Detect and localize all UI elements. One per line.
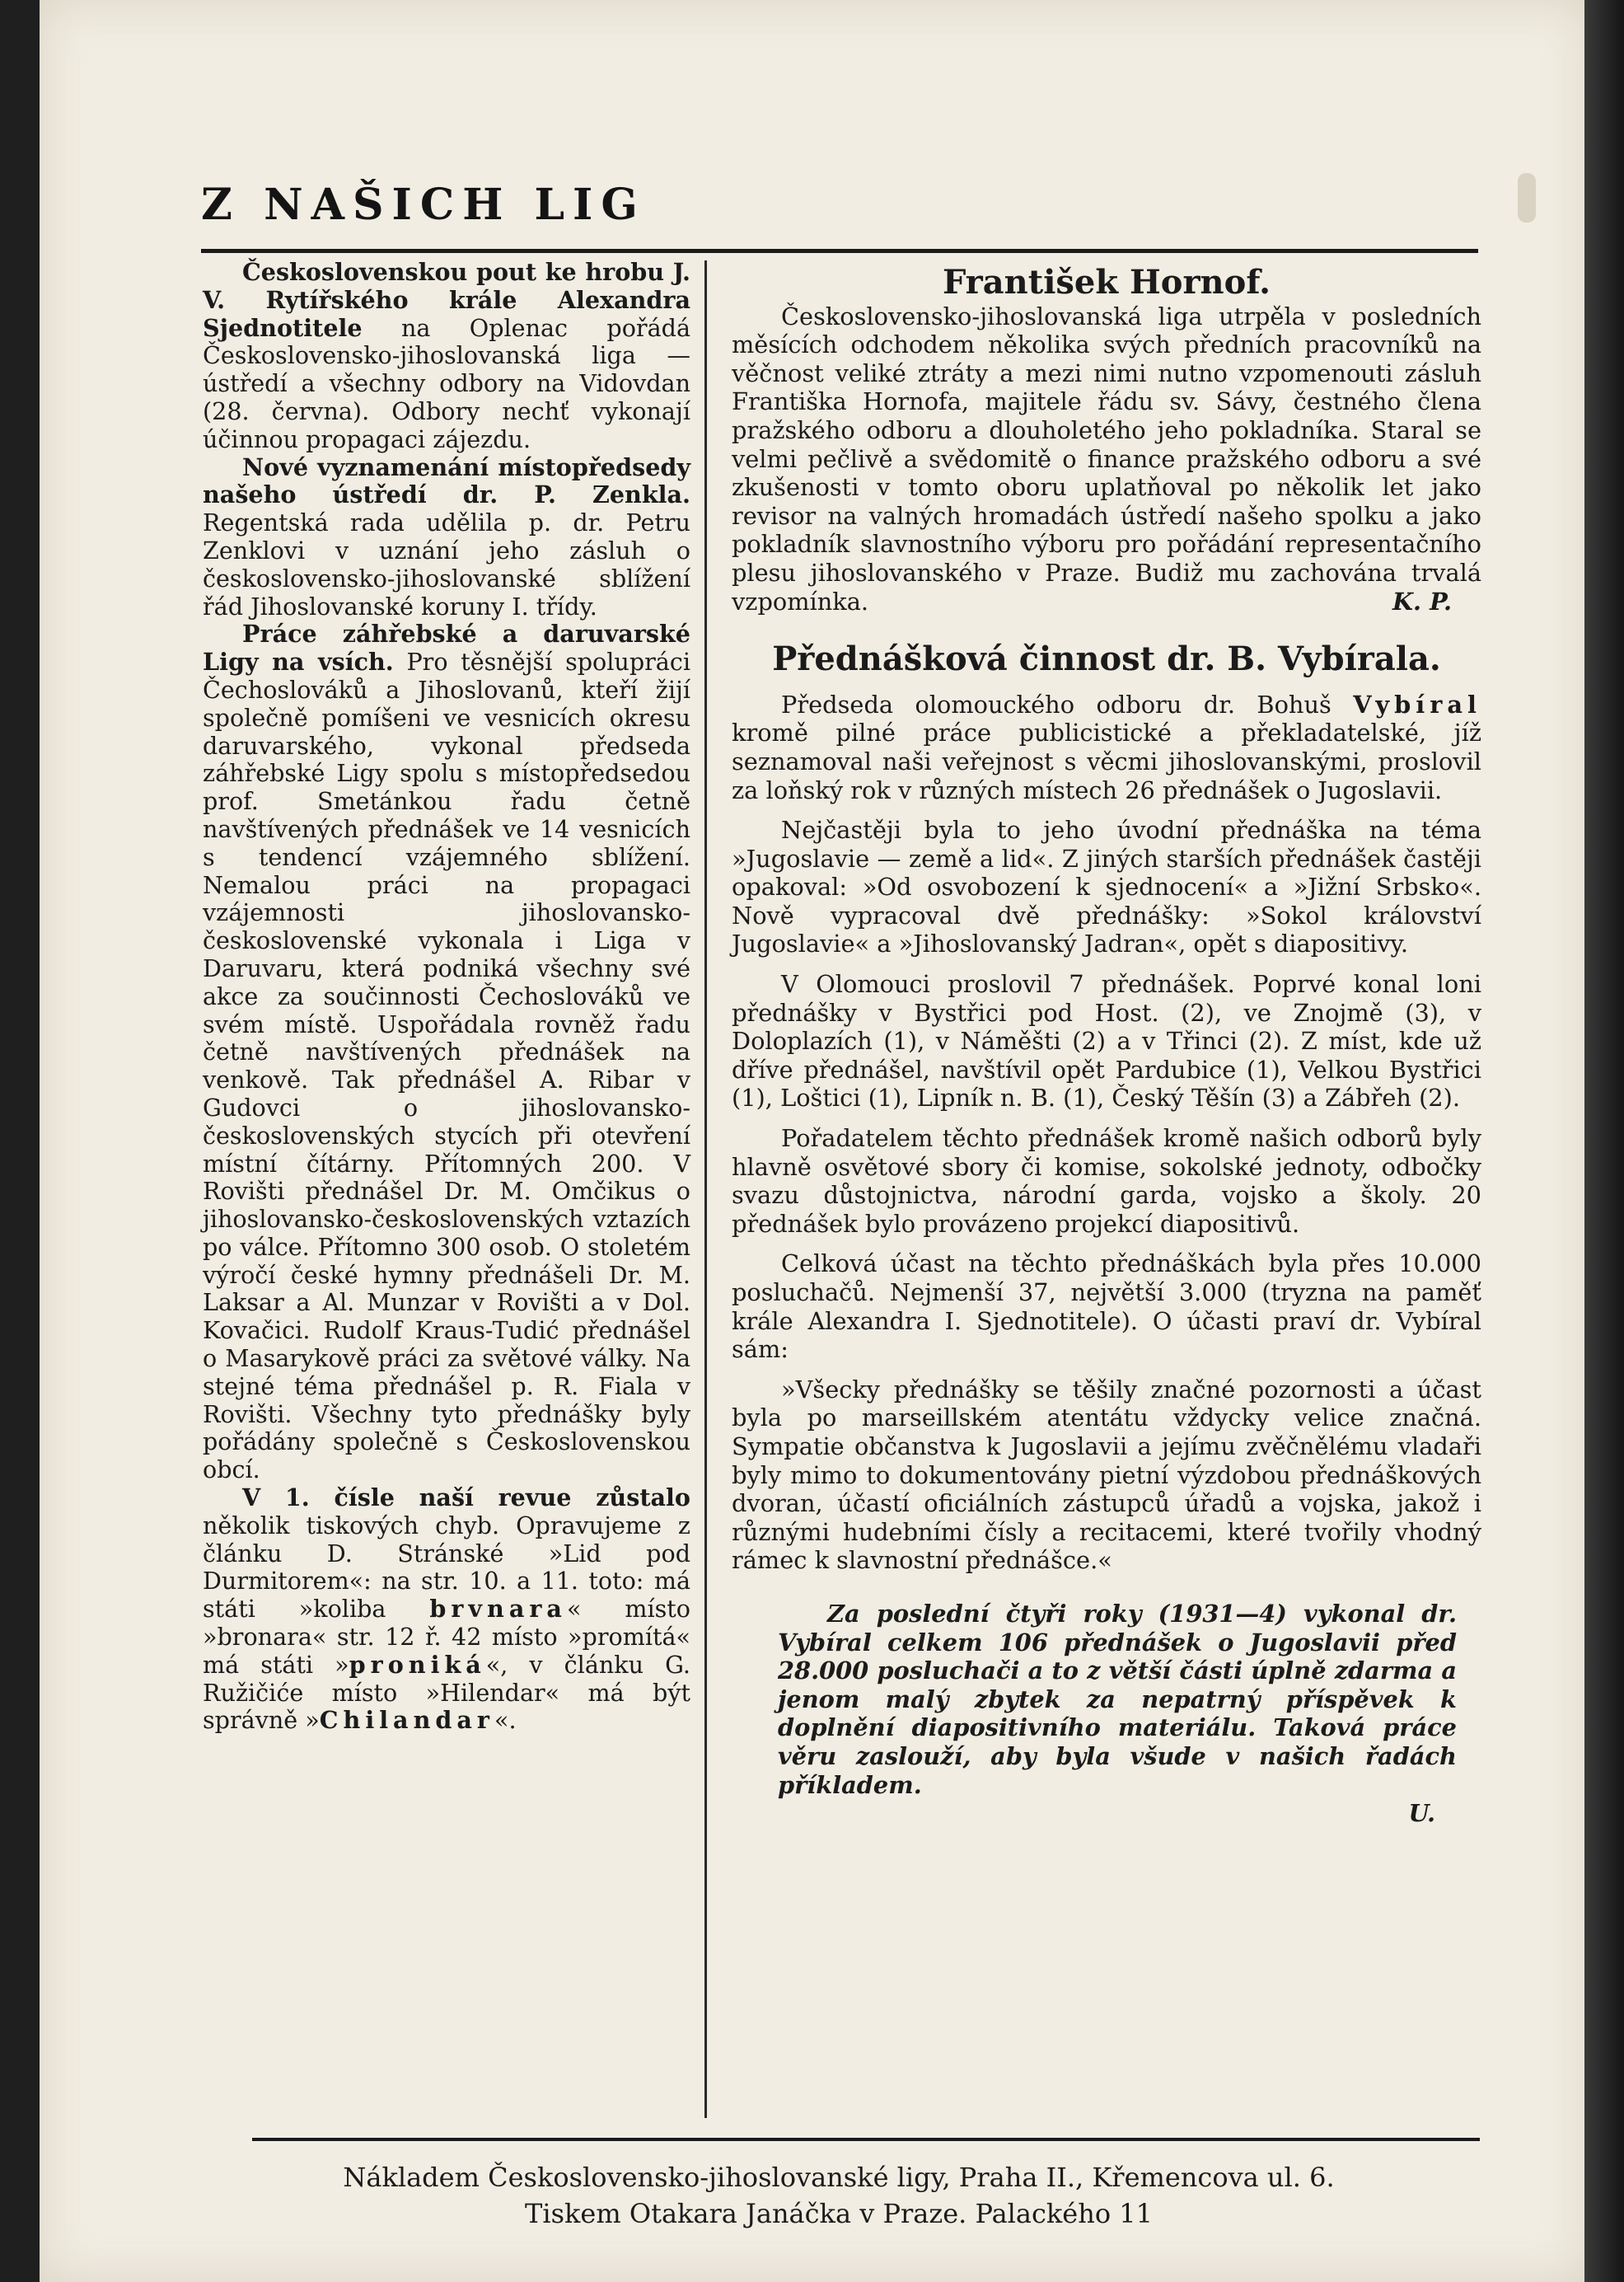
article-closing [732, 1600, 1481, 1828]
spaced-word: Chilandar [319, 1706, 494, 1735]
article-heading-hornof: František Hornof. [942, 263, 1271, 302]
spaced-name: Vybíral [1353, 690, 1481, 719]
spaced-word: brvnara [429, 1595, 567, 1624]
article-paragraph: V Olomouci proslovil 7 přednášek. Poprvé konal loni přednášky v Bystřici pod Host. (2), ve Znojmě (3), v Doloplazích (1), v Náměšti (2) a v Třinci (2). Z míst, kde už dříve přednášel, navštívil opět Pardubice (1), Velkou Bystřici (1), Loštici (1), Lipník n. B. (1), Český Těšín (3) a Zábřeh (2). [732, 970, 1481, 1113]
news-item-award [203, 454, 690, 621]
title-rule [201, 249, 1478, 253]
news-item-lead: Práce záhřebské a daruvarské Ligy na vsích. [203, 620, 690, 677]
imprint [204, 2159, 1473, 2232]
news-item-text: Regentská rada udělila p. dr. Petru Zenklovi v uznání jeho zásluh o československo-jihoslovanské sblížení řád Jihoslovanské koruny I. třídy. [203, 508, 690, 621]
article-hornof-text [732, 302, 1481, 616]
author-signature: U. [1408, 1799, 1435, 1828]
news-item-text: « místo »bronara« str. 12 ř. 42 místo »promítá« má státi » [203, 1595, 690, 1679]
page-title: Z NAŠICH LIG [201, 180, 646, 230]
imprint-publisher: Nákladem Československo-jihoslovanské ligy, Praha II., Křemencova ul. 6. [343, 2162, 1335, 2193]
news-item-pilgrimage [203, 259, 690, 454]
spaced-word: proniká [349, 1650, 486, 1679]
article-paragraph [732, 691, 1481, 804]
paper-stain [1518, 173, 1536, 223]
news-item-text: «, v článku G. Ružičiće místo »Hilendar« má být správně » [203, 1650, 691, 1735]
article-text: kromě pilné práce publicistické a překladatelské, jíž seznamoval naši veřejnost s věcmi jihoslovanskými, proslovil za loňský rok v různých místech 26 přednášek o Jugoslavii. [732, 719, 1481, 804]
footer-rule [252, 2138, 1480, 2141]
article-quote: »Všecky přednášky se těšily značné pozornosti a účast byla po marseillském atentátu vždycky velice značná. Sympatie občanstva k Jugoslavii a jejímu zvěčnělému vladaři byly mimo to dokumentovány pietní výzdobou přednáškových dvoran, účastí oficiálních zástupců úřadů a vojska, jakož i různými hudebními čísly a recitacemi, které tvořily vhodný rámec k slavnostní přednášce.« [732, 1375, 1481, 1575]
article-text: Československo-jihoslovanská liga utrpěla v posledních měsících odchodem několika svých předních pracovníků na věčnost veliké ztráty a mezi nimi nutno vzpomenouti zásluh Františka Hornofa, majitele řádu sv. Sávy, čestného člena pražského odboru a dlouholetého jeho pokladníka. Staral se velmi pečlivě a svědomitě o finance pražského odboru a své zkušenosti v tomto oboru uplatňoval po několik let jako revisor na valných hromadách ústředí našeho spolku a jako pokladník slavnostního výboru pro pořádání representačního plesu jihoslovanského v Praze. Budiž mu zachována trvalá vzpomínka. [732, 302, 1481, 616]
author-signature: K. P. [1392, 587, 1452, 616]
news-item-lead: Československou pout ke hrobu J. V. Rytířského krále Alexandra Sjednotitele [203, 258, 690, 342]
article-paragraph: Nejčastěji byla to jeho úvodní přednáška na téma »Jugoslavie — země a lid«. Z jiných starších přednášek častěji opakoval: »Od osvobození k sjednocení« a »Jižní Srbsko«. Nově vypracoval dvě přednášky: »Sokol království Jugoslavie« a »Jihoslovanský Jadran«, opět s diapositivy. [732, 816, 1481, 958]
news-item-errata [203, 1484, 690, 1735]
news-item-village-work [203, 621, 690, 1484]
imprint-printer: Tiskem Otakara Janáčka v Praze. Palackého 11 [525, 2198, 1153, 2229]
news-item-text: Pro těsnější spolupráci Čechoslováků a Jihoslovanů, kteří žijí společně pomíšeni ve vesnicích okresu daruvarského, vykonal předseda záhřebské Ligy spolu s místopředsedou prof. Smetánkou řadu četně navštívených přednášek ve 14 vesnicích s tendencí vzájemného sblížení. Nemalou práci na propagaci vzájemnosti jihoslovansko-československé vykonala i Liga v Daruvaru, která podniká všechny své akce za součinnosti Čechoslováků ve svém místě. Uspořádala rovněž řadu četně navštívených přednášek na venkově. Tak přednášel A. Ribar v Gudovci o jihoslovansko-československých stycích při otevření místní čítárny. Přítomných 200. V Rovišti přednášel Dr. M. Omčikus o jihoslovansko-československých vztazích po válce. Přítomno 300 osob. O stoletém výročí české hymny přednášeli Dr. M. Laksar a Al. Munzar v Rovišti a v Dol. Kovačici. Rudolf Kraus-Tudić přednášel o Masarykově práci za světové války. Na stejné téma přednášel p. R. Fiala v Rovišti. Všechny tyto přednášky byly pořádány společně s Československou obcí. [203, 648, 690, 1484]
news-item-text: několik tiskových chyb. Opravujeme z článku D. Stránské »Lid pod Durmitorem«: na str. 10. a 11. toto: má státi »koliba [203, 1511, 690, 1624]
scan-edge [1584, 0, 1624, 2282]
page [40, 0, 1589, 2282]
article-heading-vybiral: Přednášková činnost dr. B. Vybírala. [772, 640, 1441, 679]
right-column [732, 263, 1481, 1839]
article-text: Předseda olomouckého odboru dr. Bohuš [781, 690, 1354, 719]
news-item-lead: V 1. čísle naší revue zůstalo [242, 1483, 690, 1512]
left-column [203, 259, 690, 1735]
column-divider [704, 260, 707, 2118]
closing-text: Za poslední čtyři roky (1931—4) vykonal dr. Vybíral celkem 106 přednášek o Jugoslavii před 28.000 posluchači a to z větší části úplně zdarma a jenom malý zbytek za nepatrný příspěvek k doplnění diapositivního materiálu. Taková práce věru zaslouží, aby byla všude v našich řadách příkladem. [778, 1599, 1457, 1799]
news-item-text: «. [494, 1706, 517, 1735]
news-item-text: na Oplenac pořádá Československo-jihoslovanská liga — ústředí a všechny odbory na Vidovdan (28. června). Odbory nechť vykonají účinnou propagaci zájezdu. [203, 313, 690, 453]
news-item-lead: Nové vyznamenání místopředsedy našeho ústředí dr. P. Zenkla. [203, 452, 690, 509]
article-paragraph: Celková účast na těchto přednáškách byla přes 10.000 posluchačů. Nejmenší 37, největší 3.000 (tryzna na paměť krále Alexandra I. Sjednotitele). O účasti praví dr. Vybíral sám: [732, 1249, 1481, 1364]
article-paragraph: Pořadatelem těchto přednášek kromě našich odborů byly hlavně osvětové sbory či komise, sokolské jednoty, odbočky svazu důstojnictva, národní garda, vojsko a školy. 20 přednášek bylo provázeno projekcí diapositivů. [732, 1124, 1481, 1238]
